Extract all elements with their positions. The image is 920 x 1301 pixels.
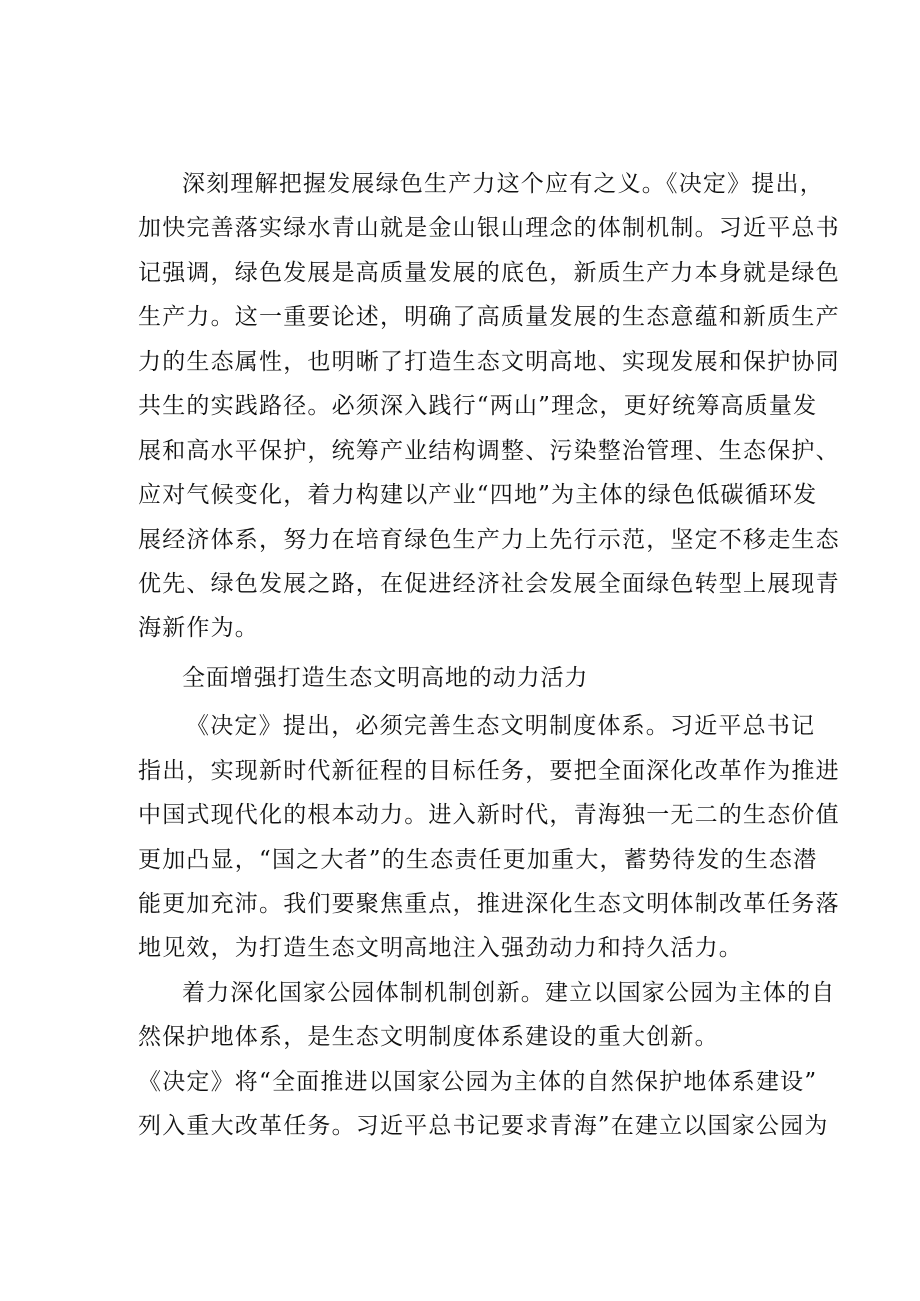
paragraph-2-line-2: 指出，实现新时代新征程的目标任务，要把全面深化改革作为推进 [138,758,840,784]
paragraph-1-line-8: 应对气候变化，着力构建以产业“四地”为主体的绿色低碳循环发 [138,482,818,508]
paragraph-2-line-1: 《决定》提出，必须完善生态文明制度体系。习近平总书记 [186,713,816,739]
paragraph-1-line-5: 力的生态属性，也明晰了打造生态文明高地、实现发展和保护协同 [138,349,840,375]
paragraph-1-line-7: 展和高水平保护，统筹产业结构调整、污染整治管理、生态保护、 [138,438,840,464]
paragraph-1-line-9: 展经济体系，努力在培育绿色生产力上先行示范，坚定不移走生态 [138,527,840,553]
section-heading: 全面增强打造生态文明高地的动力活力 [182,665,589,691]
paragraph-1-line-1: 深刻理解把握发展绿色生产力这个应有之义。《决定》提出， [182,171,824,197]
paragraph-3-line-2: 然保护地体系，是生态文明制度体系建设的重大创新。 [138,1024,719,1050]
paragraph-3-line-1: 着力深化国家公园体制机制创新。建立以国家公园为主体的自 [182,980,836,1006]
paragraph-2-line-6: 地见效，为打造生态文明高地注入强劲动力和持久活力。 [138,935,743,961]
paragraph-3-line-3: 《决定》将“全面推进以国家公园为主体的自然保护地体系建设” [138,1069,818,1095]
paragraph-1-line-3: 记强调，绿色发展是高质量发展的底色，新质生产力本身就是绿色 [138,260,840,286]
paragraph-2-line-5: 能更加充沛。我们要聚焦重点，推进深化生态文明体制改革任务落 [138,891,840,917]
paragraph-1-line-4: 生产力。这一重要论述，明确了高质量发展的生态意蕴和新质生产 [138,304,840,330]
paragraph-3-line-4: 列入重大改革任务。习近平总书记要求青海”在建立以国家公园为 [138,1113,829,1139]
paragraph-1-line-10: 优先、绿色发展之路，在促进经济社会发展全面绿色转型上展现青 [138,571,840,597]
paragraph-2-line-4: 更加凸显，“国之大者”的生态责任更加重大，蓄势待发的生态潜 [138,847,818,873]
paragraph-1-line-2: 加快完善落实绿水青山就是金山银山理念的体制机制。习近平总书 [138,215,840,241]
paragraph-1-line-11: 海新作为。 [138,615,259,641]
paragraph-2-line-3: 中国式现代化的根本动力。进入新时代，青海独一无二的生态价值 [138,802,840,828]
paragraph-1-line-6: 共生的实践路径。必须深入践行“两山”理念，更好统筹高质量发 [138,393,818,419]
